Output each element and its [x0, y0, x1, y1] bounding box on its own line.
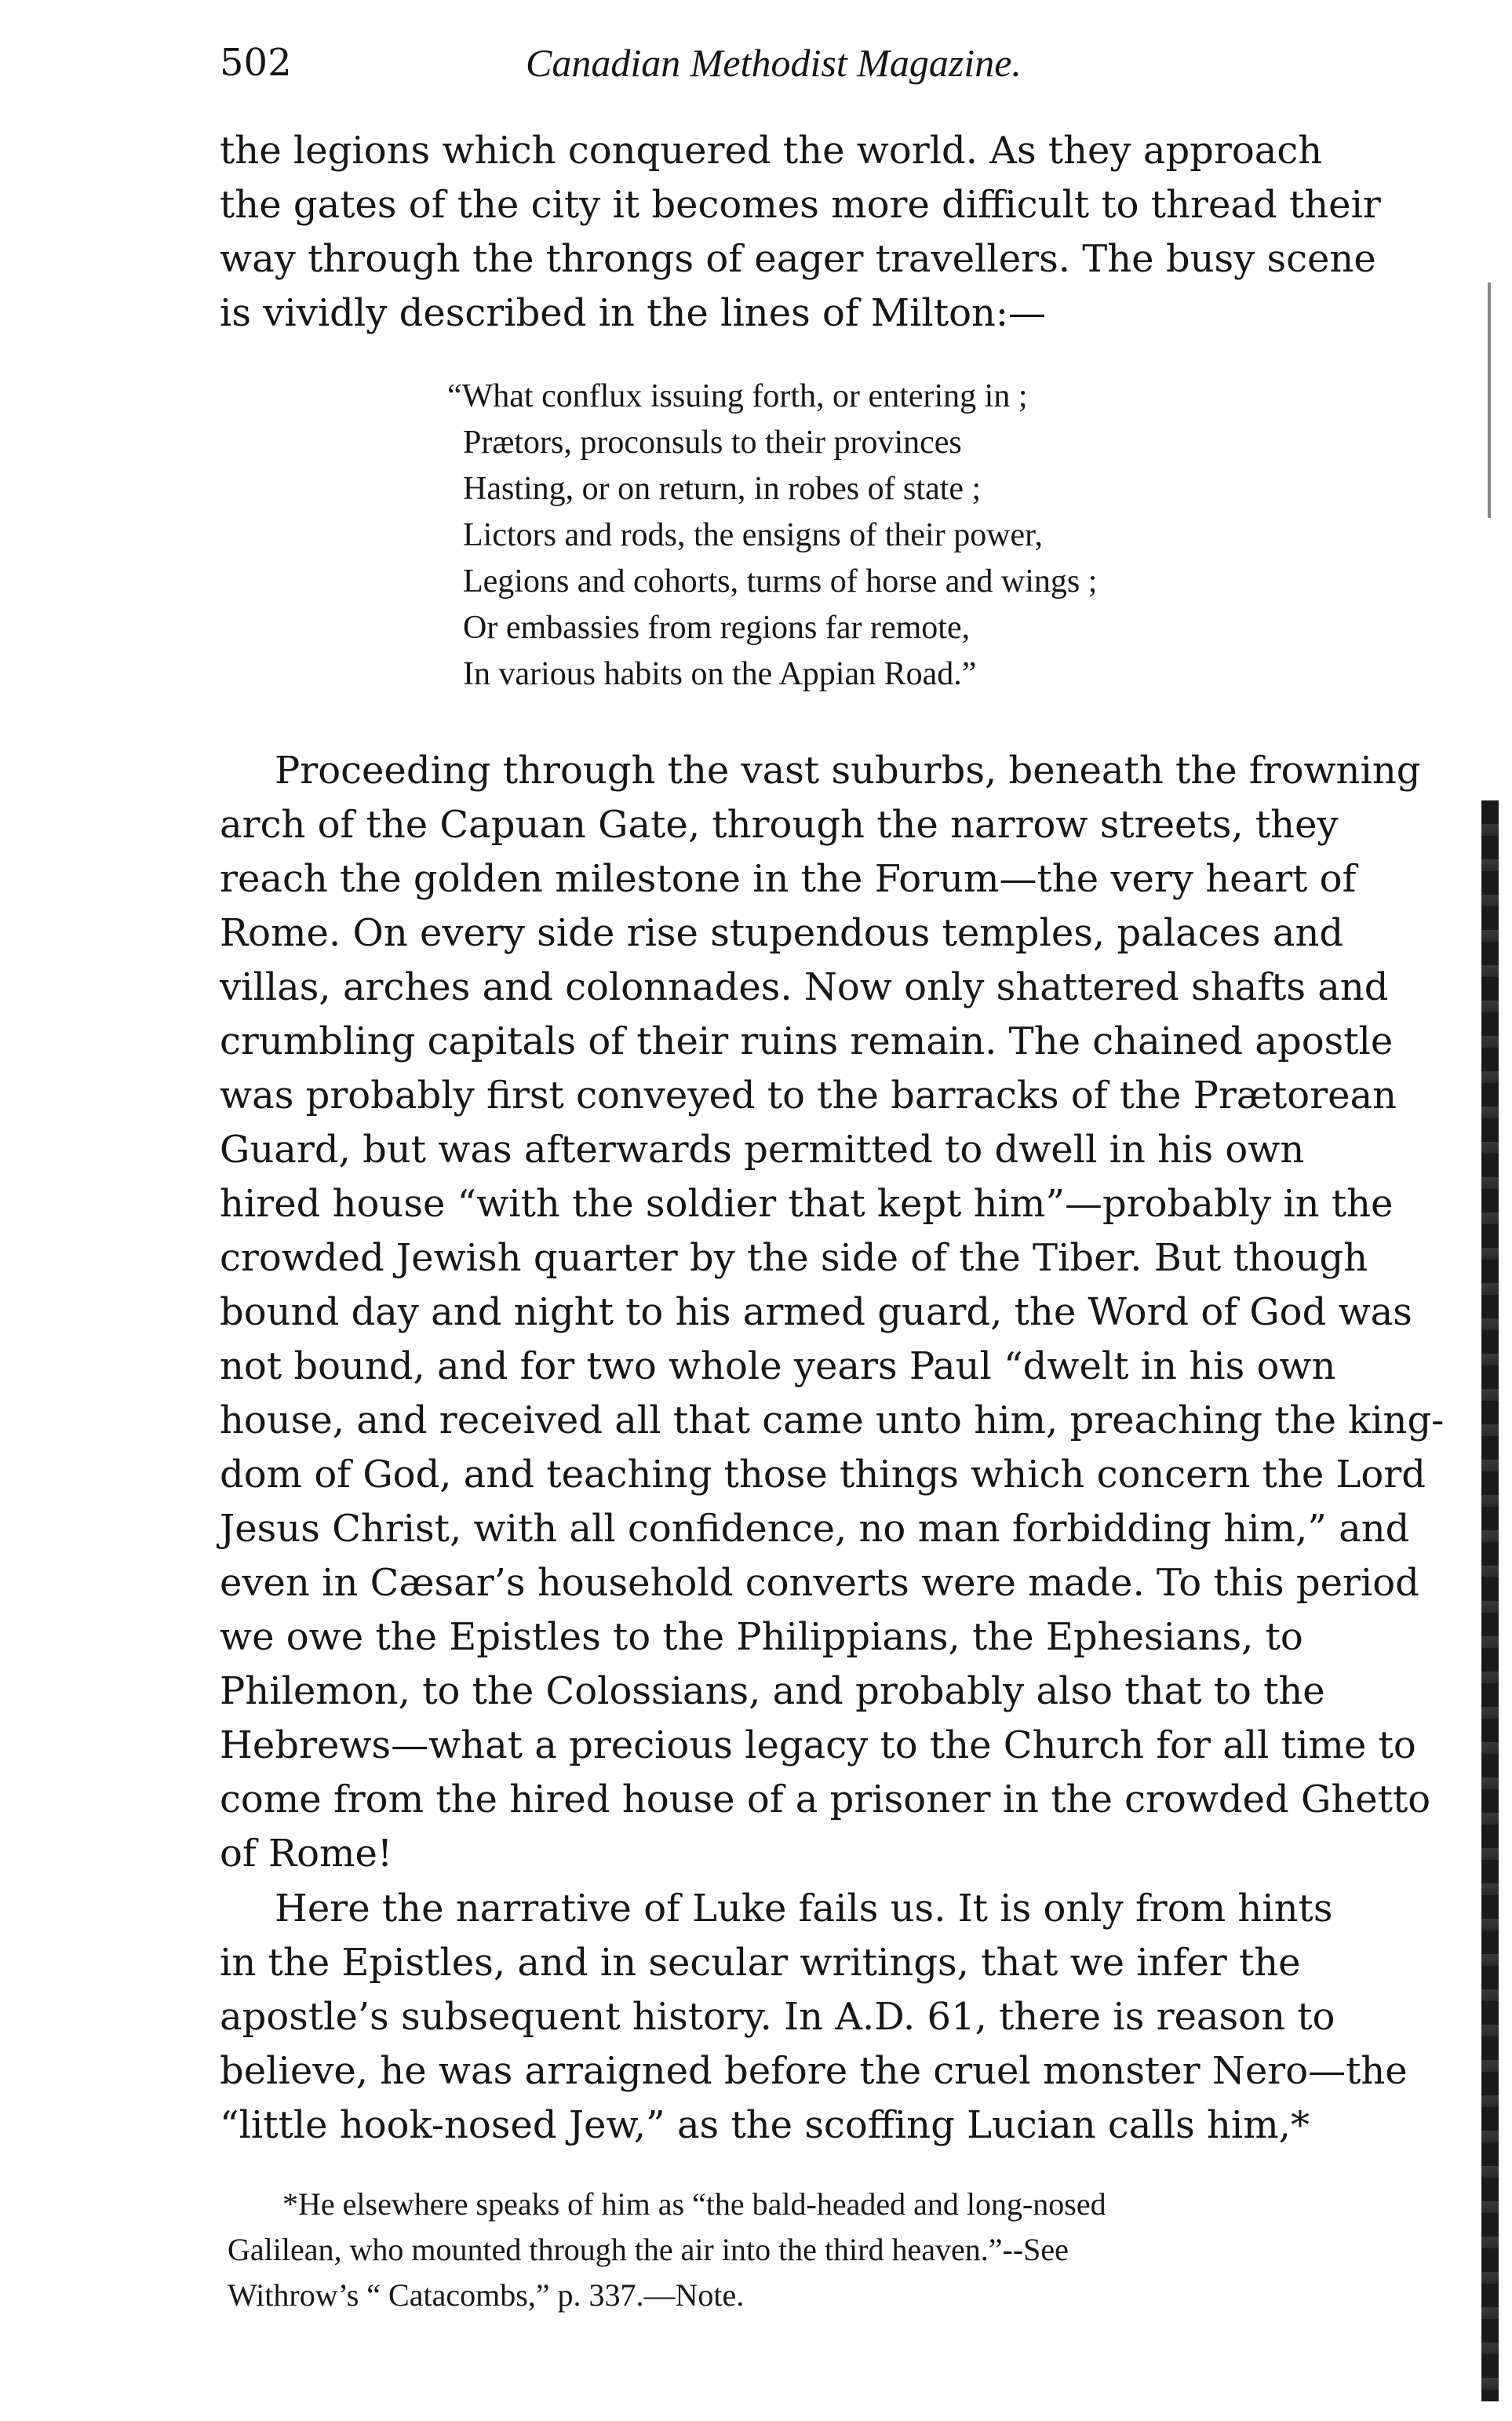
text-line: hired house “with the soldier that kept him”—probably in the — [220, 1182, 1394, 1226]
text-line: way through the throngs of eager travellers. The busy scene — [220, 237, 1376, 281]
text-line: villas, arches and colonnades. Now only shattered shafts and — [220, 965, 1389, 1009]
text-line: Guard, but was afterwards permitted to dwell in his own — [220, 1128, 1305, 1172]
quote-line: Hasting, or on return, in robes of state ; — [463, 471, 982, 507]
text-line: crowded Jewish quarter by the side of the Tiber. But though — [220, 1236, 1368, 1280]
page-number: 502 — [220, 41, 292, 85]
paragraph-1 — [220, 124, 1475, 341]
quote-line: Lictors and rods, the ensigns of their power, — [463, 517, 1043, 553]
scan-edge-shadow — [1488, 283, 1491, 518]
quote-line: “What conflux issuing forth, or entering in ; — [447, 378, 1028, 414]
text-line: in the Epistles, and in secular writings, that we infer the — [220, 1941, 1301, 1985]
quote-line: Legions and cohorts, turms of horse and wings ; — [463, 563, 1098, 600]
quote-line: In various habits on the Appian Road.” — [463, 656, 977, 692]
paragraph-2 — [220, 744, 1475, 1881]
text-line: Proceeding through the vast suburbs, beneath the frowning — [275, 749, 1421, 793]
text-line: Philemon, to the Colossians, and probably also that to the — [220, 1669, 1325, 1713]
quote-line: Prætors, proconsuls to their provinces — [463, 425, 962, 461]
scan-binding-edge — [1481, 800, 1499, 2401]
text-line: was probably first conveyed to the barracks of the Prætorean — [220, 1074, 1397, 1118]
text-line: is vividly described in the lines of Milton:— — [220, 291, 1047, 335]
text-line: Hebrews—what a precious legacy to the Church for all time to — [220, 1723, 1416, 1767]
paragraph-3 — [220, 1882, 1475, 2153]
text-line: dom of God, and teaching those things which concern the Lord — [220, 1453, 1426, 1497]
text-line: apostle’s subsequent history. In A.D. 61, there is reason to — [220, 1995, 1335, 2039]
text-line: arch of the Capuan Gate, through the narrow streets, they — [220, 803, 1339, 847]
footnote-line: Galilean, who mounted through the air into the third heaven.”--See — [228, 2232, 1069, 2267]
text-line: Jesus Christ, with all confidence, no man forbidding him,” and — [220, 1507, 1410, 1551]
footnote-line: *He elsewhere speaks of him as “the bald-headed and long-nosed — [282, 2186, 1106, 2222]
text-line: reach the golden milestone in the Forum—the very heart of — [220, 857, 1357, 901]
text-line: bound day and night to his armed guard, the Word of God was — [220, 1290, 1412, 1334]
text-line: the gates of the city it becomes more difficult to thread their — [220, 183, 1381, 227]
text-line: Rome. On every side rise stupendous temples, palaces and — [220, 911, 1344, 955]
footnote-line: Withrow’s “ Catacombs,” p. 337.—Note. — [228, 2277, 745, 2313]
quote-line: Or embassies from regions far remote, — [463, 610, 971, 646]
text-line: we owe the Epistles to the Philippians, the Ephesians, to — [220, 1615, 1303, 1659]
milton-quote — [447, 374, 1342, 698]
page-header — [220, 31, 1428, 94]
running-title: Canadian Methodist Magazine. — [526, 41, 1022, 85]
text-line: the legions which conquered the world. As they approach — [220, 129, 1323, 173]
text-line: come from the hired house of a prisoner in the crowded Ghetto — [220, 1777, 1431, 1821]
text-line: Here the narrative of Luke fails us. It is only from hints — [275, 1887, 1333, 1931]
text-line: of Rome! — [220, 1832, 393, 1876]
text-line: believe, he was arraigned before the cruel monster Nero—the — [220, 2049, 1408, 2093]
text-line: even in Cæsar’s household converts were made. To this period — [220, 1561, 1419, 1605]
text-line: house, and received all that came unto him, preaching the king- — [220, 1398, 1445, 1442]
text-line: crumbling capitals of their ruins remain. The chained apostle — [220, 1019, 1394, 1063]
text-line: “little hook-nosed Jew,” as the scoffing Lucian calls him,* — [220, 2103, 1310, 2147]
footnote — [228, 2182, 1452, 2318]
text-line: not bound, and for two whole years Paul “dwelt in his own — [220, 1344, 1336, 1388]
